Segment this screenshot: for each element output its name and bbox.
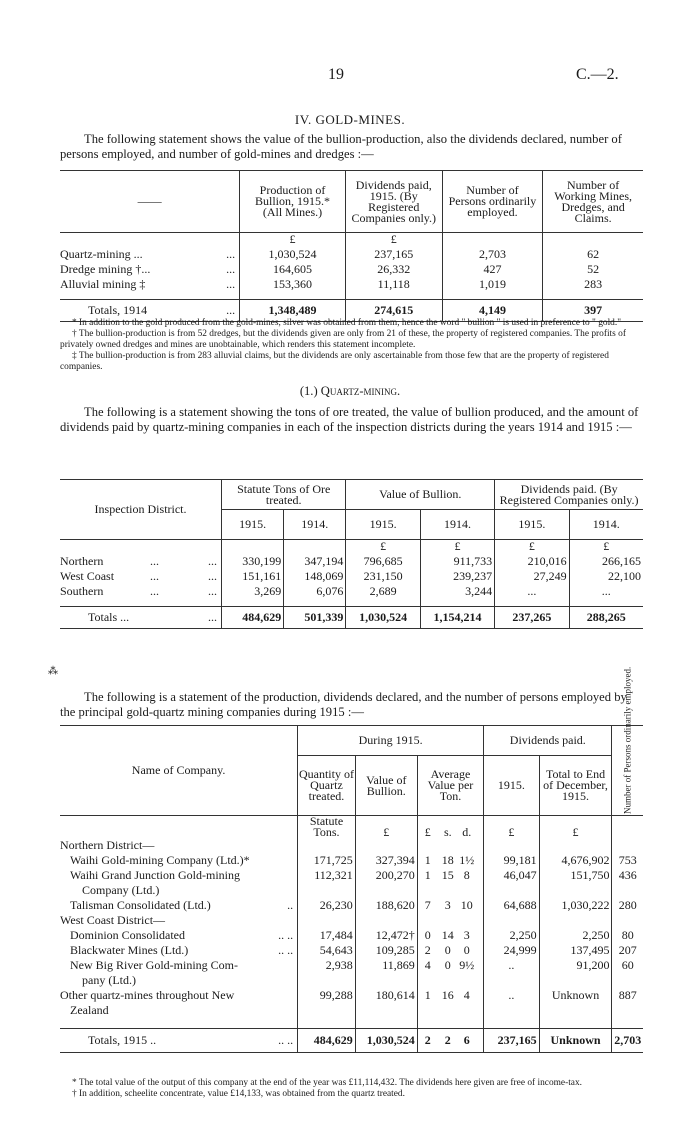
avg-pounds: 1 — [424, 853, 431, 867]
year-1915-header: 1915. — [495, 510, 569, 540]
unit-label: £ — [539, 816, 612, 839]
avg-shillings: 14 — [441, 928, 454, 942]
dividends-1915: 210,016 — [495, 554, 569, 569]
year-1915-header: 1915. — [222, 510, 284, 540]
table-row — [60, 883, 643, 898]
company-name: Waihi Grand Junction Gold-mining — [70, 868, 241, 882]
dividends-1915: 64,688 — [484, 898, 539, 913]
table-row — [60, 988, 643, 1003]
tons-1914: 6,076 — [284, 584, 346, 599]
dividends-1914: 22,100 — [569, 569, 643, 584]
bullion-value: 153,360 — [240, 277, 346, 292]
footnotes-block-3 — [60, 1078, 643, 1100]
bullion-value: 164,605 — [240, 262, 346, 277]
persons-value: 1,019 — [442, 277, 543, 292]
company-name: Dominion Consolidated — [70, 928, 185, 942]
year-1914-header: 1914. — [420, 510, 494, 540]
document-reference: C.—2. — [576, 66, 619, 83]
bullion-value: 12,472† — [355, 928, 417, 943]
footnote: * In addition to the gold produced from the gold-mines, silver was obtained from them, hence the word " bullion " is used in preference to " gold." — [72, 318, 622, 328]
district-table — [60, 479, 643, 629]
company-name: Other quartz-mines throughout New — [60, 988, 235, 1002]
dividends-to-date: Unknown — [539, 988, 612, 1003]
subsection-title — [0, 384, 700, 399]
total-bullion: 1,348,489 — [240, 300, 346, 322]
unit-label: £ — [424, 825, 431, 839]
value-header: Value of Bullion. — [355, 756, 417, 816]
year-1914-header: 1914. — [284, 510, 346, 540]
avg-pence: 0 — [463, 943, 470, 957]
persons-employed: 80 — [612, 928, 643, 943]
year-1915-header: 1915. — [346, 510, 420, 540]
footnote: † The bullion-production is from 52 dredges, but the dividends given are only from 21 of these, the property of registered companies. The profits of privately owned dredges and mines are unobtainable, which renders this statement incomplete. — [60, 329, 626, 350]
dividends-1914: ... — [569, 584, 643, 599]
stray-ink-mark: ⁂ — [48, 666, 58, 677]
avg-pence: 4 — [463, 988, 470, 1002]
company-name: Company (Ltd.) — [82, 883, 160, 897]
intro-paragraph-2: The following is a statement showing the tons of ore treated, the value of bullion produced, and the amount of dividends paid by quartz-mining companies in each of the inspection districts during the years 1914 and 1915 :— — [60, 405, 639, 434]
bullion-value: 327,394 — [355, 853, 417, 868]
quantity-value: 26,230 — [298, 898, 356, 913]
bullion-value: 11,869 — [355, 958, 417, 973]
totals-label: Totals ... — [88, 610, 130, 624]
persons-employed-header: Number of Persons ordinarily employed. — [622, 666, 633, 814]
col-mines-header: Number of Working Mines, Dredges, and Claims. — [543, 171, 643, 233]
total-dividends-1915: 237,165 — [484, 1028, 539, 1052]
section-title: IV. GOLD-MINES. — [294, 112, 406, 127]
dividends-1915: 24,999 — [484, 943, 539, 958]
bullion-value: 188,620 — [355, 898, 417, 913]
dividends-1915: 2,250 — [484, 928, 539, 943]
value-1915: 796,685 — [346, 554, 420, 569]
avg-pounds: 0 — [424, 928, 431, 942]
col-persons-header: Number of Persons ordinarily employed. — [442, 171, 543, 233]
tons-1914: 347,194 — [284, 554, 346, 569]
bullion-value: 200,270 — [355, 868, 417, 883]
company-name: Blackwater Mines (Ltd.) — [70, 943, 189, 957]
bullion-value: 180,614 — [355, 988, 417, 1003]
dividends-1915: 99,181 — [484, 853, 539, 868]
totals-label: Totals, 1914 — [88, 303, 148, 317]
table-row — [60, 868, 643, 883]
table-row — [60, 247, 643, 262]
avg-pence: 1½ — [459, 853, 475, 867]
leader-dots: .. .. — [278, 1032, 294, 1047]
leader-dots: ... — [150, 568, 159, 583]
table-row — [60, 838, 643, 853]
persons-employed: 207 — [612, 943, 643, 958]
table-row — [60, 928, 643, 943]
unit-label: Statute Tons. — [298, 816, 356, 839]
value-1915: 2,689 — [346, 584, 420, 599]
district-header: Inspection District. — [60, 480, 222, 540]
footnote: * The total value of the output of this company at the end of the year was £11,114,432. The dividends here given are free of income-tax. — [72, 1078, 582, 1088]
leader-dots: ... — [208, 583, 218, 598]
total-value-1915: 1,030,524 — [346, 607, 420, 629]
col-label-header: —— — [137, 194, 162, 208]
dividends-1915: 46,047 — [484, 868, 539, 883]
footnote: † In addition, scheelite concentrate, value £14,133, was obtained from the quartz treated. — [72, 1089, 405, 1099]
company-name: pany (Ltd.) — [82, 973, 136, 987]
dividends-1914: 266,165 — [569, 554, 643, 569]
tons-1915: 3,269 — [222, 584, 284, 599]
company-name: New Big River Gold-mining Com- — [70, 958, 238, 972]
total-tons-1914: 501,339 — [284, 607, 346, 629]
col-bullion-header: Production of Bullion, 1915.* (All Mines.) — [240, 171, 346, 233]
company-name: Zealand — [70, 1003, 109, 1017]
leader-dots: .. .. — [278, 943, 294, 957]
unit-label: £ — [484, 816, 539, 839]
persons-employed: 887 — [612, 988, 643, 1003]
value-1914: 239,237 — [420, 569, 494, 584]
totals-label: Totals, 1915 .. — [88, 1032, 157, 1047]
district-name: Southern — [60, 583, 104, 598]
leader-dots: ... — [208, 610, 218, 624]
unit-label: £ — [346, 540, 420, 554]
table-row — [60, 943, 643, 958]
company-name-header: Name of Company. — [60, 726, 298, 816]
quantity-value: 17,484 — [298, 928, 356, 943]
avg-pence: 3 — [463, 928, 470, 942]
total-persons: 4,149 — [442, 300, 543, 322]
unit-label: £ — [355, 816, 417, 839]
dividends-header: Dividends paid. (By Registered Companies only.) — [495, 480, 643, 510]
unit-label: £ — [345, 233, 442, 247]
company-name: West Coast District— — [60, 913, 166, 927]
footnotes-block-1 — [60, 318, 643, 373]
total-mines: 397 — [543, 300, 643, 322]
district-name: Northern — [60, 553, 104, 568]
value-1914: 911,733 — [420, 554, 494, 569]
persons-value: 427 — [442, 262, 543, 277]
total-avg-pounds: 2 — [424, 1032, 431, 1047]
dividends-1915: 27,249 — [495, 569, 569, 584]
table-row — [60, 1003, 643, 1018]
unit-label: £ — [495, 540, 569, 554]
year-1915-header: 1915. — [484, 756, 539, 816]
unit-label: £ — [420, 540, 494, 554]
total-dividends-1915: 237,265 — [495, 607, 569, 629]
tons-1914: 148,069 — [284, 569, 346, 584]
total-value-1914: 1,154,214 — [420, 607, 494, 629]
subsection-number: (1.) — [299, 384, 321, 398]
total-avg-shillings: 2 — [444, 1032, 451, 1047]
leader-dots: ... — [150, 583, 159, 598]
table-row — [60, 898, 643, 913]
total-avg-pence: 6 — [463, 1032, 470, 1047]
avg-pounds: 1 — [424, 988, 431, 1002]
total-dividends: 274,615 — [345, 300, 442, 322]
total-persons: 2,703 — [612, 1028, 643, 1052]
bullion-summary-table — [60, 170, 643, 322]
quantity-header: Quantity of Quartz treated. — [298, 756, 356, 816]
avg-shillings: 0 — [444, 943, 451, 957]
leader-dots: ... — [208, 568, 218, 583]
avg-pounds: 2 — [424, 943, 431, 957]
mines-value: 62 — [543, 247, 643, 262]
dividends-1915: .. — [484, 988, 539, 1003]
subsection-name: Quartz-mining. — [320, 384, 401, 398]
persons-employed: 60 — [612, 958, 643, 973]
footnote: ‡ The bullion-production is from 283 alluvial claims, but the dividends are only ascertainable from those few that are the property of registered companies. — [60, 351, 609, 372]
value-1915: 231,150 — [346, 569, 420, 584]
quantity-value: 171,725 — [298, 853, 356, 868]
table-row — [60, 277, 643, 292]
table-row — [60, 554, 643, 569]
mines-value: 52 — [543, 262, 643, 277]
table-row — [60, 958, 643, 973]
quantity-value: 99,288 — [298, 988, 356, 1003]
avg-pounds: 1 — [424, 868, 431, 882]
bullion-value: 1,030,524 — [240, 247, 346, 262]
tons-header: Statute Tons of Ore treated. — [222, 480, 346, 510]
avg-pence: 8 — [463, 868, 470, 882]
avg-shillings: 3 — [444, 898, 451, 912]
average-header: Average Value per Ton. — [417, 756, 483, 816]
table-row — [60, 853, 643, 868]
persons-value: 2,703 — [442, 247, 543, 262]
dividends-to-date: 4,676,902 — [539, 853, 612, 868]
col-dividends-header: Dividends paid, 1915. (By Registered Companies only.) — [345, 171, 442, 233]
bullion-value: 109,285 — [355, 943, 417, 958]
during-1915-header: During 1915. — [298, 726, 484, 756]
avg-pounds: 7 — [424, 898, 431, 912]
tons-1915: 330,199 — [222, 554, 284, 569]
persons-employed: 280 — [612, 898, 643, 913]
intro-paragraph-1: The following statement shows the value of the bullion-production, also the dividends declared, number of persons employed, and number of gold-mines and dredges :— — [60, 132, 622, 161]
dividends-to-date: 151,750 — [539, 868, 612, 883]
leader-dots: .. — [287, 898, 294, 912]
avg-shillings: 18 — [441, 853, 454, 867]
table-row — [60, 569, 643, 584]
unit-label: s. — [443, 825, 452, 839]
intro-paragraph-3: The following is a statement of the production, dividends declared, and the number of persons employed by the principal gold-quartz mining companies during 1915 :— — [60, 690, 627, 719]
page-number: 19 — [328, 66, 344, 83]
table-row — [60, 262, 643, 277]
leader-dots: ... — [208, 553, 218, 568]
total-dividends-1914: 288,265 — [569, 607, 643, 629]
totals-row — [60, 1028, 643, 1052]
total-tons-1915: 484,629 — [222, 607, 284, 629]
total-value: 1,030,524 — [355, 1028, 417, 1052]
dividends-to-date: 137,495 — [539, 943, 612, 958]
table-row — [60, 584, 643, 599]
row-label: Dredge mining †... — [60, 261, 151, 276]
total-dividends-to-date: Unknown — [539, 1028, 612, 1052]
persons-employed: 753 — [612, 853, 643, 868]
unit-label: d. — [462, 825, 472, 839]
table-row — [60, 973, 643, 988]
avg-pence: 9½ — [459, 958, 475, 972]
total-quantity: 484,629 — [298, 1028, 356, 1052]
dividends-value: 11,118 — [345, 277, 442, 292]
company-name: Talisman Consolidated (Ltd.) — [70, 898, 211, 912]
avg-pence: 10 — [460, 898, 473, 912]
value-header: Value of Bullion. — [346, 480, 495, 510]
leader-dots: .. .. — [278, 928, 294, 942]
dividends-to-date: 1,030,222 — [539, 898, 612, 913]
dividends-1915: .. — [484, 958, 539, 973]
leader-dots: ... — [226, 276, 236, 291]
company-name: Northern District— — [60, 838, 155, 852]
total-to-date-header: Total to End of December, 1915. — [539, 756, 612, 816]
row-label: Alluvial mining ‡ — [60, 276, 146, 291]
table-row — [60, 913, 643, 928]
avg-shillings: 0 — [444, 958, 451, 972]
district-name: West Coast — [60, 568, 115, 583]
dividends-value: 237,165 — [345, 247, 442, 262]
tons-1915: 151,161 — [222, 569, 284, 584]
quantity-value: 54,643 — [298, 943, 356, 958]
dividends-value: 26,332 — [345, 262, 442, 277]
persons-employed: 436 — [612, 868, 643, 883]
dividends-to-date: 2,250 — [539, 928, 612, 943]
quantity-value: 2,938 — [298, 958, 356, 973]
mines-value: 283 — [543, 277, 643, 292]
company-name: Waihi Gold-mining Company (Ltd.)* — [70, 853, 250, 867]
year-1914-header: 1914. — [569, 510, 643, 540]
dividends-to-date: 91,200 — [539, 958, 612, 973]
persons-header-cell — [612, 666, 643, 816]
dividends-1915: ... — [495, 584, 569, 599]
leader-dots: ... — [133, 246, 143, 261]
quantity-value: 112,321 — [298, 868, 356, 883]
avg-shillings: 15 — [441, 868, 454, 882]
unit-label: £ — [240, 233, 346, 247]
value-1914: 3,244 — [420, 584, 494, 599]
leader-dots: ... — [150, 553, 159, 568]
dividends-paid-header: Dividends paid. — [484, 726, 612, 756]
row-label: Quartz-mining — [60, 246, 131, 261]
totals-row — [60, 607, 643, 629]
leader-dots: ... — [226, 303, 236, 317]
leader-dots: ... — [226, 261, 236, 276]
avg-shillings: 16 — [441, 988, 454, 1002]
avg-pounds: 4 — [424, 958, 431, 972]
leader-dots: ... — [226, 246, 236, 261]
unit-label: £ — [569, 540, 643, 554]
